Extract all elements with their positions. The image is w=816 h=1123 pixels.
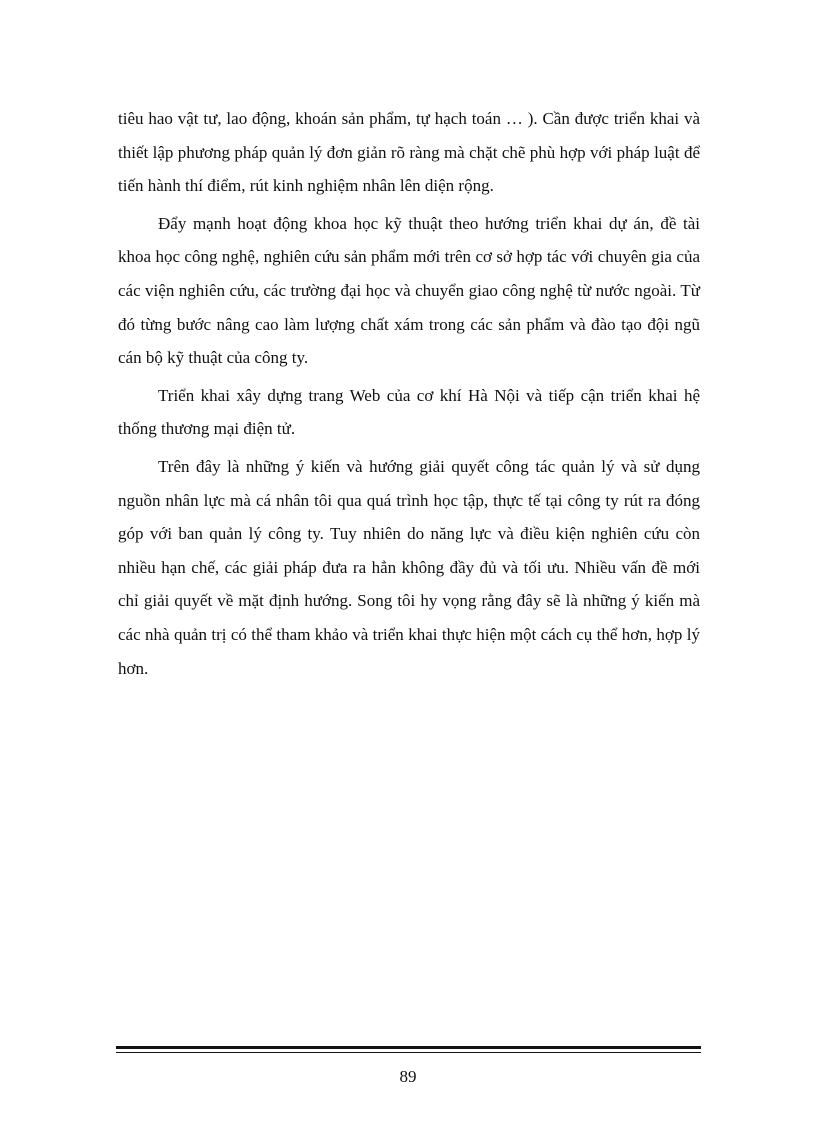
paragraph-continuation: tiêu hao vật tư, lao động, khoán sản phẩm, tự hạch toán … ). Cần được triển khai và thiết lập phương pháp quản lý đơn giản rõ ràng mà chặt chẽ phù hợp với pháp luật để tiến hành thí điểm, rút kinh nghiệm nhân lên diện rộng. [118,109,700,196]
body-text [118,102,700,689]
page-number: 89 [399,1067,417,1086]
footer-divider [116,1046,701,1049]
footer-divider-thin [116,1052,701,1053]
paragraph-web-ecommerce: Triển khai xây dựng trang Web của cơ khí Hà Nội và tiếp cận triển khai hệ thống thương mại điện tử. [118,385,700,439]
paragraph-conclusion: Trên đây là những ý kiến và hướng giải quyết công tác quản lý và sử dụng nguồn nhân lực mà cá nhân tôi qua quá trình học tập, thực tế tại công ty rút ra đóng góp với ban quản lý công ty. Tuy nhiên do năng lực và điều kiện nghiên cứu còn nhiều hạn chế, các giải pháp đưa ra hẳn không đầy đủ và tối ưu. Nhiều vấn đề mới chỉ giải quyết về mặt định hướng. Song tôi hy vọng rằng đây sẽ là những ý kiến mà các nhà quản trị có thể tham khảo và triển khai thực hiện một cách cụ thể hơn, hợp lý hơn. [118,456,700,678]
paragraph-science-technology: Đẩy mạnh hoạt động khoa học kỹ thuật theo hướng triển khai dự án, đề tài khoa học công nghệ, nghiên cứu sản phẩm mới trên cơ sở hợp tác với chuyên gia của các viện nghiên cứu, các trường đại học và chuyển giao công nghệ từ nước ngoài. Từ đó từng bước nâng cao làm lượng chất xám trong các sản phẩm và đào tạo đội ngũ cán bộ kỹ thuật của công ty. [118,213,700,368]
